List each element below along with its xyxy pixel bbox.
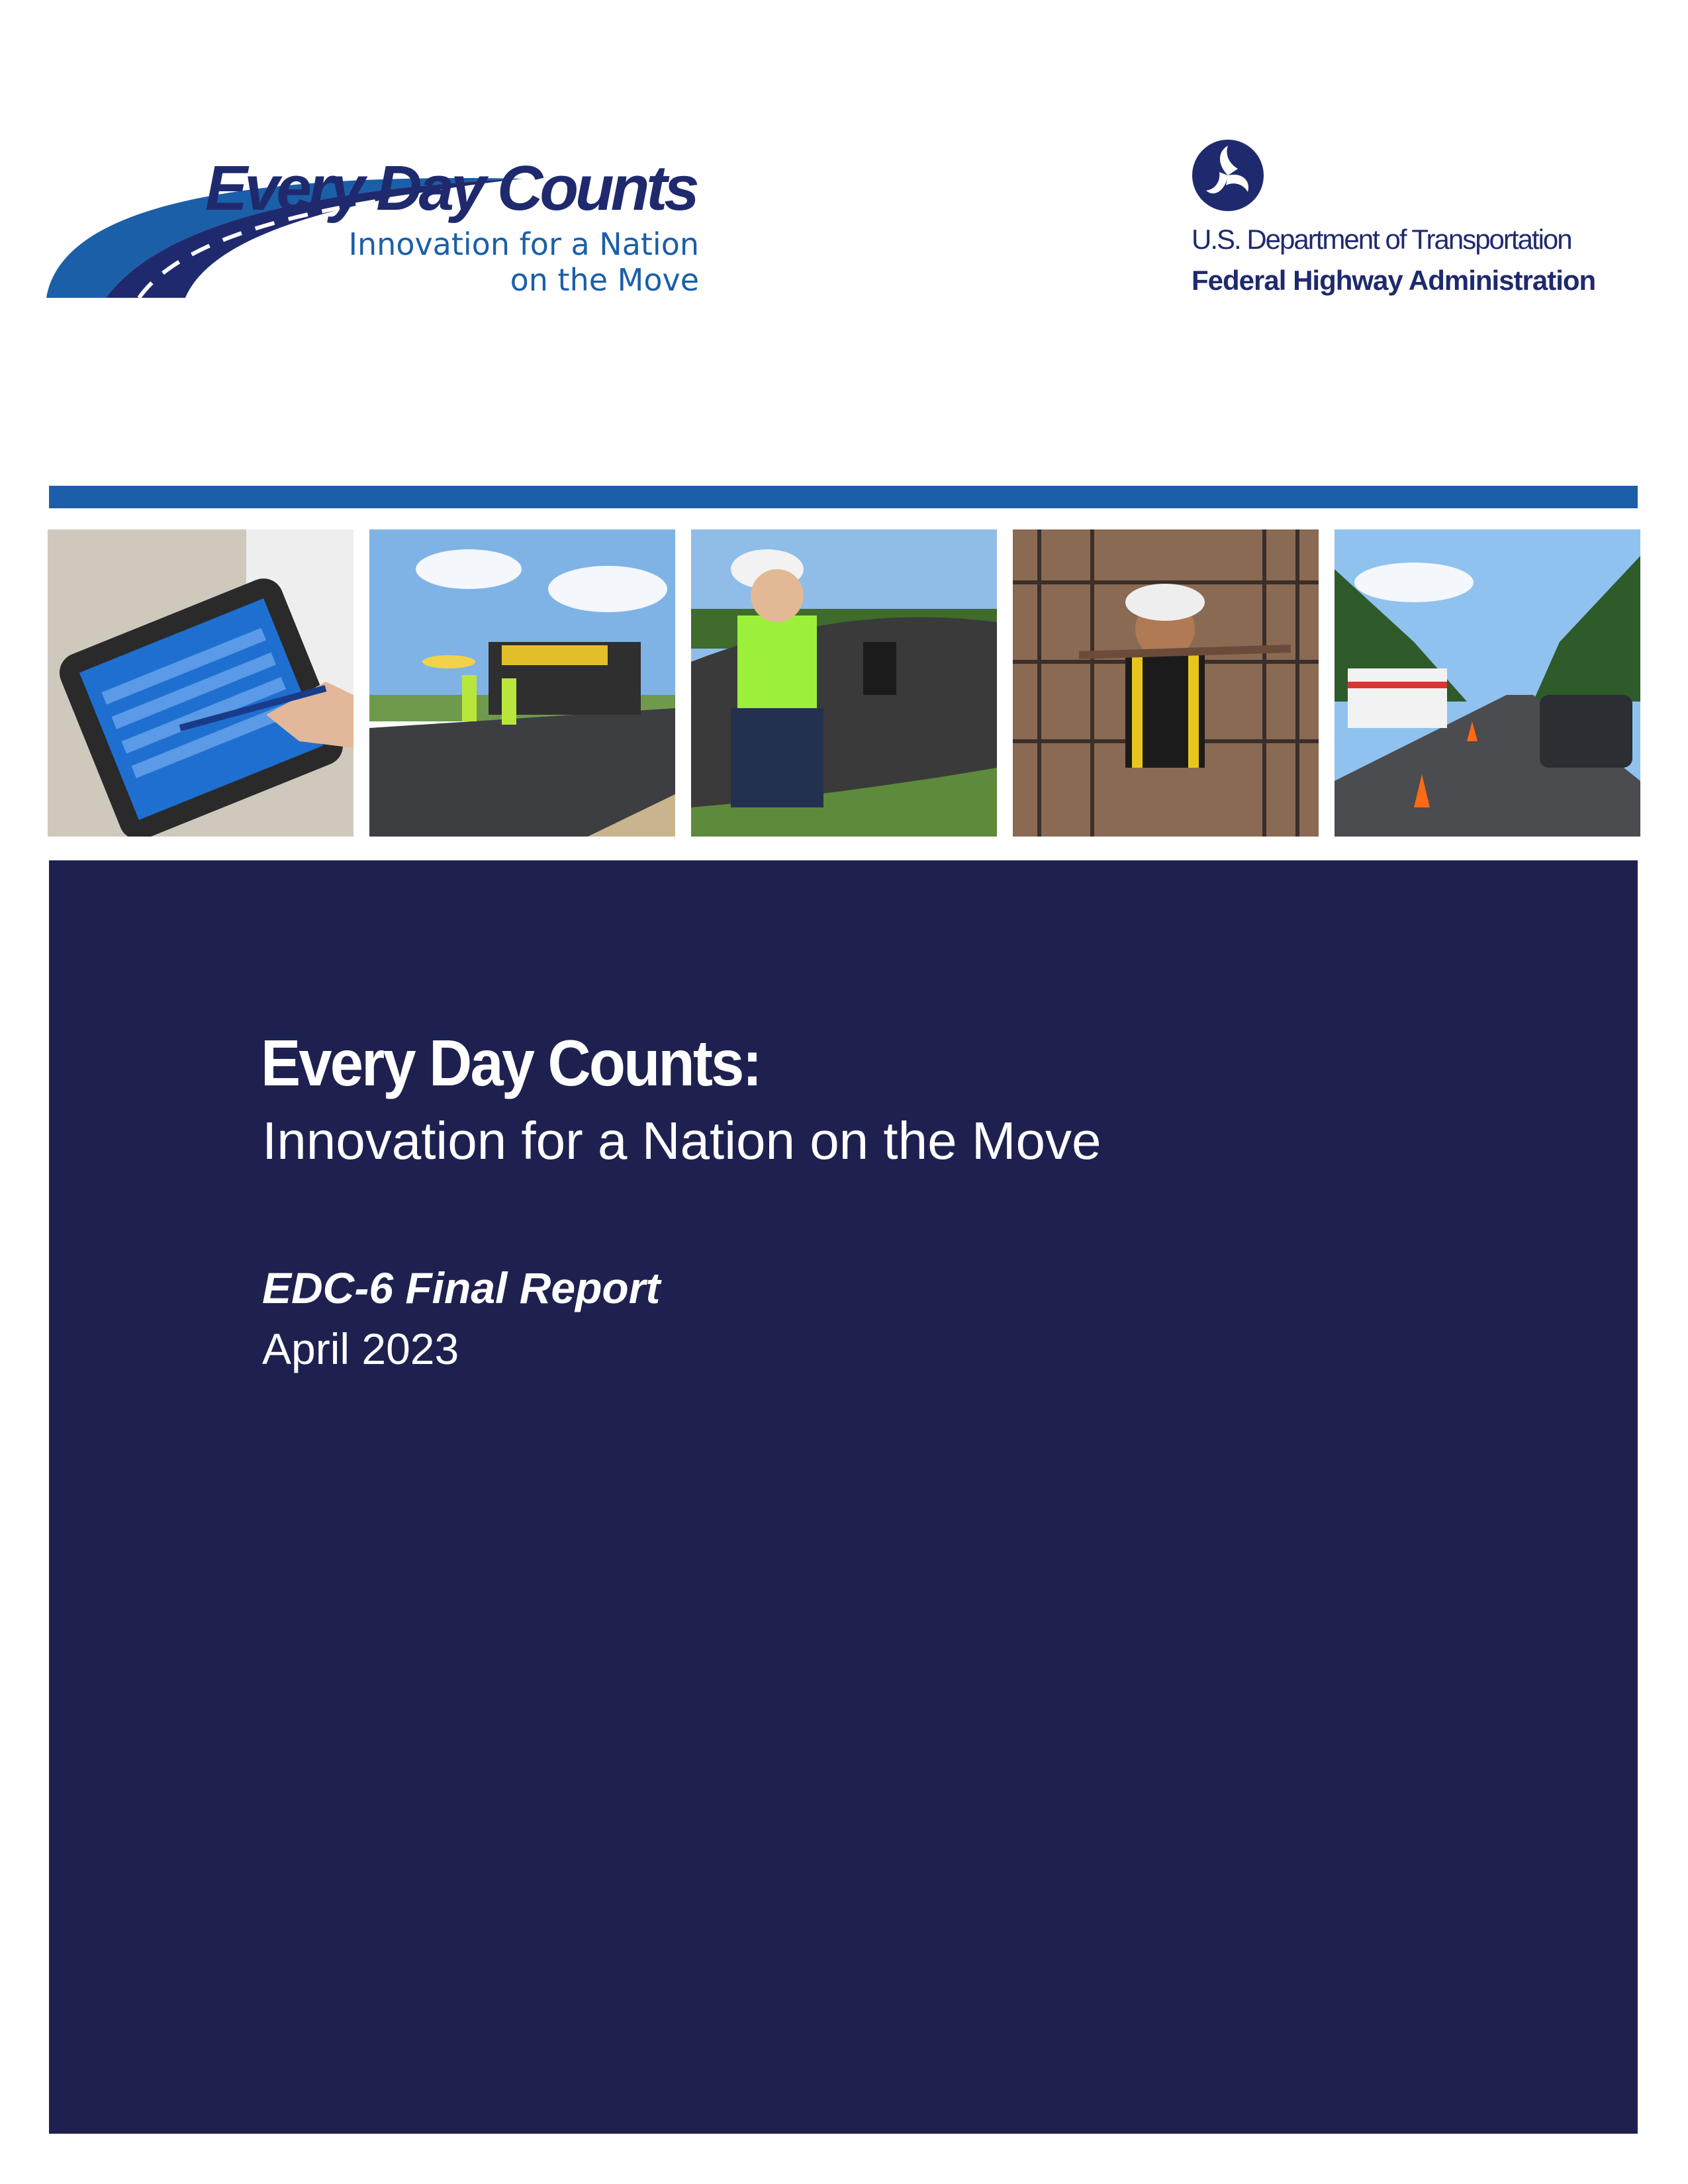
ironworker-photo	[1013, 529, 1319, 837]
edc-logo-tagline-2: on the Move	[510, 262, 699, 298]
report-date: April 2023	[262, 1324, 459, 1373]
tablet-photo	[48, 529, 353, 837]
pipe-inspector-photo	[691, 529, 997, 837]
report-name: EDC-6 Final Report	[262, 1263, 661, 1312]
cover-title: Every Day Counts:	[261, 1026, 761, 1099]
paving-crew-photo	[369, 529, 675, 837]
cover-panel	[49, 860, 1638, 2134]
usdot-fhwa-logo	[1178, 132, 1642, 304]
dot-logo-line-1: U.S. Department of Transportation	[1192, 224, 1571, 255]
highway-incident-photo	[1335, 529, 1640, 837]
usdot-triskelion-icon	[1192, 139, 1264, 212]
dot-logo-line-2: Federal Highway Administration	[1192, 265, 1596, 296]
cover-subtitle: Innovation for a Nation on the Move	[262, 1111, 1102, 1170]
edc-logo	[46, 152, 708, 304]
edc-logo-tagline-1: Innovation for a Nation	[348, 226, 699, 262]
edc-logo-title: Every Day Counts	[205, 153, 696, 224]
header-divider	[49, 486, 1638, 508]
